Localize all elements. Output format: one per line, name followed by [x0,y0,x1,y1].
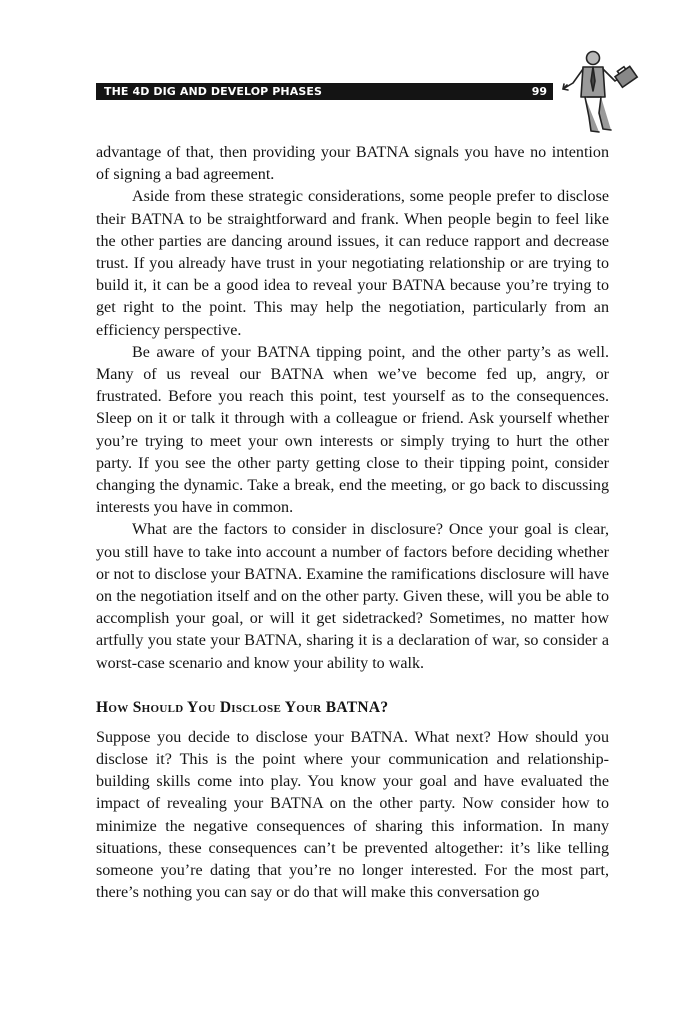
header-title: THE 4D DIG AND DEVELOP PHASES [104,85,323,98]
paragraph-1: advantage of that, then providing your BATNA signals you have no intention of signing a bad agreement. [96,144,609,184]
section-heading: How Should You Disclose Your BATNA? [96,698,389,716]
page-number: 99 [531,85,547,98]
paragraph-3: Be aware of your BATNA tipping point, and the other party’s as well. Many of us reveal our BATNA when we’ve become fed up, angry, or frustrated. Before you reach this point, test yourself as to the consequences. Sleep on it or talk it through with a colleague or friend. Ask yourself whether you’re trying to meet your own interests or simply trying to hurt the other party. If you see the other party getting close to their tipping point, consider changing the dynamic. Take a break, end the meeting, or go back to discussing interests you have in common. [96,343,609,517]
paragraph-2: Aside from these strategic considerations, some people prefer to disclose their BATNA to be straightforward and frank. When people begin to feel like the other parties are dancing around issues, it can reduce rapport and decrease trust. If you already have trust in your negotiating relationship or are trying to build it, it can be a good idea to reveal your BATNA because you’re trying to get right to the point. This may help the negotiation, particularly from an efficiency perspective. [96,188,609,339]
businessman-with-briefcase-icon [561,47,641,137]
body-text [96,142,609,905]
paragraph-4: What are the factors to consider in disclosure? Once your goal is clear, you still have to take into account a number of factors before deciding whether or not to disclose your BATNA. Examine the ramifications disclosure will have on the negotiation itself and on the other party. Given these, will you be able to accomplish your goal, or will it get sidetracked? Sometimes, no matter how artfully you state your BATNA, sharing it is a declaration of war, so consider a worst-case scenario and know your ability to walk. [96,521,609,672]
paragraph-5: Suppose you decide to disclose your BATNA. What next? How should you disclose it? This is the point where your communication and relationship-building skills come into play. You know your goal and have evaluated the impact of revealing your BATNA on the other party. Now consider how to minimize the negative consequences of sharing this information. In many situations, these consequences can’t be prevented altogether: it’s like telling someone you’re dating that you’re no longer interested. For the most part, there’s nothing you can say or do that will make this conversation go [96,728,609,902]
running-header [96,83,553,100]
